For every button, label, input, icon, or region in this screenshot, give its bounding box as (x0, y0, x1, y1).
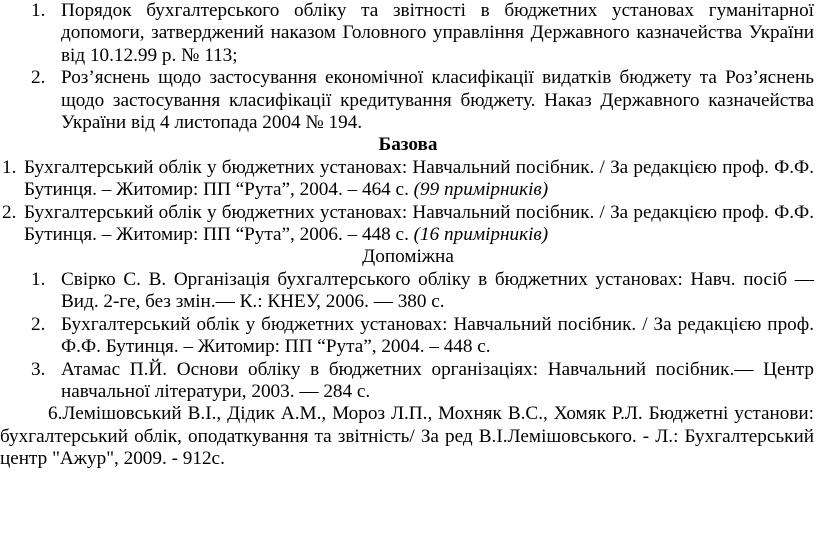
item-text: Свірко С. В. Організація бухгалтерського обліку в бюджетних установах: Навч. посіб — Вид. 2-ге, без змін.— К.: КНЕУ, 2006. — 380 с. (61, 268, 814, 313)
item-text: Бухгалтерський облік у бюджетних установах: Навчальний посібник. / За редакцією проф. Ф.Ф. Бутинця. – Житомир: ПП “Рута”, 2006. – 448 с. (24, 201, 814, 246)
item-text: Атамас П.Й. Основи обліку в бюджетних організаціях: Навчальний посібник.— Центр навчальної літератури, 2003. — 284 с. (61, 358, 814, 402)
item-number: 2. (2, 201, 17, 223)
dopomizhna-heading: Допоміжна (362, 246, 454, 268)
item-number: 1. (2, 156, 17, 178)
list-item (0, 269, 816, 314)
regulations-list (0, 0, 816, 134)
item-text: Бухгалтерський облік у бюджетних установах: Навчальний посібник. / За редакцією проф. Ф.Ф. Бутинця. – Житомир: ПП “Рута”, 2004. – 464 с. (24, 156, 814, 201)
list-item (0, 314, 816, 359)
item-number: 3. (31, 358, 46, 380)
list-item (0, 0, 816, 67)
list-item (0, 202, 816, 247)
copies-note: (99 примірників) (413, 179, 549, 201)
final-reference: 6.Лемішовський В.І., Дідик А.М., Мороз Л.П., Мохняк В.С., Хомяк Р.Л. Бюджетні установи: бухгалтерський облік, оподаткування та звітність/ За ред В.І.Лемішовського. - Л.: Бухгалтерський центр "Ажур", 2009. - 912с. (0, 403, 814, 470)
basova-heading: Базова (378, 134, 438, 156)
item-number: 1. (31, 0, 46, 21)
copies-note: (16 примірників) (413, 224, 549, 246)
basova-list (0, 157, 816, 247)
item-number: 2. (31, 67, 46, 89)
list-item (0, 67, 816, 134)
item-text: Порядок бухгалтерського обліку та звітності в бюджетних установах гуманітарної допомоги, затверджений наказом Головного управління Державного казначейства України від 10.12.99 р. № 113; (61, 0, 814, 66)
list-item (0, 157, 816, 202)
dopomizhna-list (0, 269, 816, 403)
item-number: 1. (31, 268, 46, 290)
item-text: Бухгалтерський облік у бюджетних установах: Навчальний посібник. / За редакцією проф. Ф.Ф. Бутинця. – Житомир: ПП “Рута”, 2004. – 448 с. (61, 313, 814, 358)
item-text: Роз’яснень щодо застосування економічної класифікації видатків бюджету та Роз’яснень щодо застосування класифікації кредитування бюджету. Наказ Державного казначейства України від 4 листопада 2004 № 194. (61, 67, 814, 134)
list-item (0, 359, 816, 404)
item-number: 2. (31, 313, 46, 335)
